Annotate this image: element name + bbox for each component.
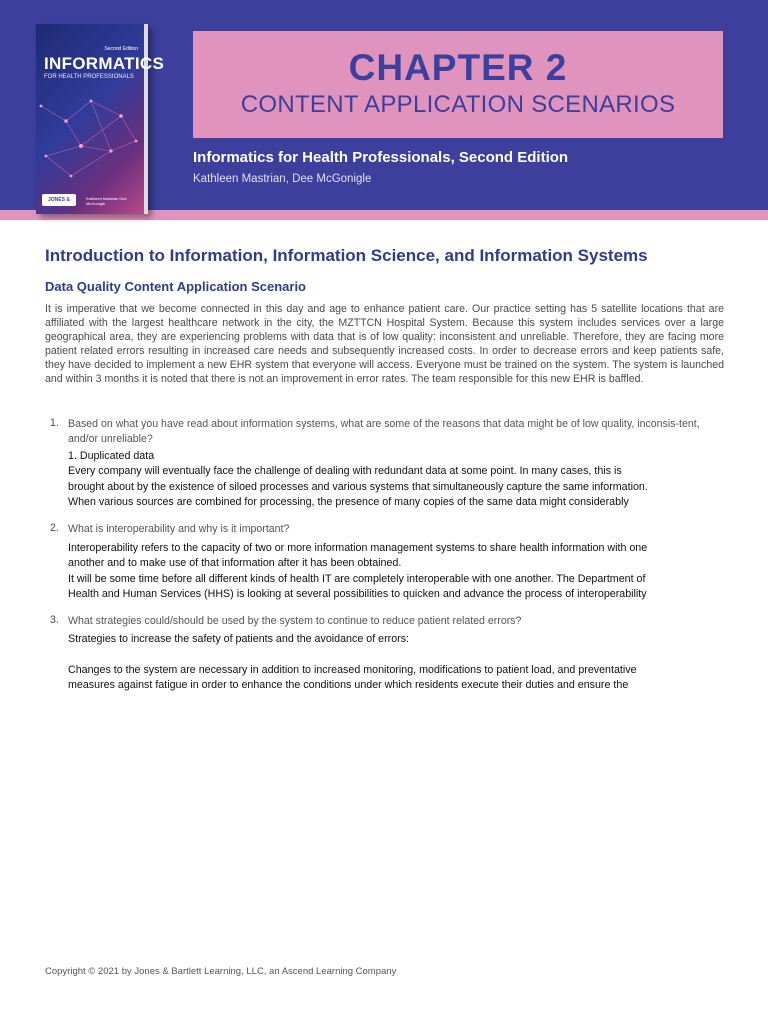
network-graphic-icon [36, 86, 144, 186]
answer-line: It will be some time before all different kinds of health IT are completely interoperable with one another. The Department of [68, 572, 646, 585]
book-spine [144, 24, 148, 214]
copyright-footer: Copyright © 2021 by Jones & Bartlett Learning, LLC, an Ascend Learning Company [45, 966, 397, 977]
answer-line [68, 647, 728, 662]
question-text: What is interoperability and why is it important? [68, 523, 290, 535]
answer-block [68, 632, 728, 694]
answer-line: Strategies to increase the safety of patients and the avoidance of errors: [68, 633, 410, 645]
chapter-title: CONTENT APPLICATION SCENARIOS [240, 91, 676, 118]
answer-line: measures against fatigue in order to enhance the conditions under which residents execute their duties and ensure the [68, 679, 629, 692]
question-number: 2. [50, 522, 59, 534]
question-number: 1. [50, 417, 59, 429]
answer-line: another and to make use of that information after it has been obtained. [68, 557, 402, 570]
answer-line: Health and Human Services (HHS) is looking at several possibilities to quicken and advance the process of interoperability [68, 588, 647, 601]
answer-line: Interoperability refers to the capacity of two or more information management systems to share health information with one [68, 542, 648, 554]
answer-block [68, 541, 728, 603]
question-number: 3. [50, 614, 59, 626]
question-text: Based on what you have read about information systems, what are some of the reasons that data might be of low quality, inconsis-tent, and/or unreliable? [68, 418, 700, 445]
book-cover [36, 24, 165, 215]
intro-paragraph: It is imperative that we become connected in this day and age to enhance patient care. Our practice setting has 5 satellite locations that are affiliated with the largest healthcare network in the city, the MZTTCN Hospital System. Because this system includes services over a large geographical area, they are experiencing problems with data that is of low quality: inconsistent and unreliable. Therefore, they are facing more patient related errors resulting in increased care needs and subsequently increased costs. In order to decrease errors and keep patients safe, they have decided to implement a new EHR system that everyone will access. Everyone must be trained on the system. The system is launched and within 3 months it is noted that there is not an improvement in error rates. The team responsible for this new EHR is baffled. [45, 303, 724, 385]
answer-line: brought about by the existence of siloed processes and various systems that simultaneously capture the same information. [68, 480, 648, 493]
publisher-logo: JONES & BARTLETT [42, 194, 76, 206]
book-cover-subtitle: FOR HEALTH PROFESSIONALS [44, 74, 134, 80]
answer-line: Every company will eventually face the challenge of dealing with redundant data at some point. In many cases, this is [68, 465, 622, 478]
question-text: What strategies could/should be used by the system to continue to reduce patient related errors? [68, 615, 522, 627]
answer-line: When various sources are combined for processing, the presence of many copies of the same data might considerably [68, 496, 629, 509]
answer-line: 1. Duplicated data [68, 450, 155, 462]
book-title: Informatics for Health Professionals, Second Edition [193, 149, 569, 166]
book-cover-title: INFORMATICS [44, 54, 165, 73]
book-authors: Kathleen Mastrian, Dee McGonigle [193, 173, 372, 185]
answer-line: Changes to the system are necessary in addition to increased monitoring, modifications to patient load, and preventative [68, 663, 637, 676]
chapter-box [193, 31, 723, 138]
answer-block [68, 449, 728, 511]
subsection-title: Data Quality Content Application Scenario [45, 279, 306, 294]
section-title: Introduction to Information, Information Science, and Information Systems [45, 246, 648, 265]
book-cover-authors: Kathleen Mastrian Dee McGonigle [86, 196, 127, 206]
chapter-number: CHAPTER 2 [348, 47, 568, 88]
book-edition: Second Edition [104, 46, 138, 52]
